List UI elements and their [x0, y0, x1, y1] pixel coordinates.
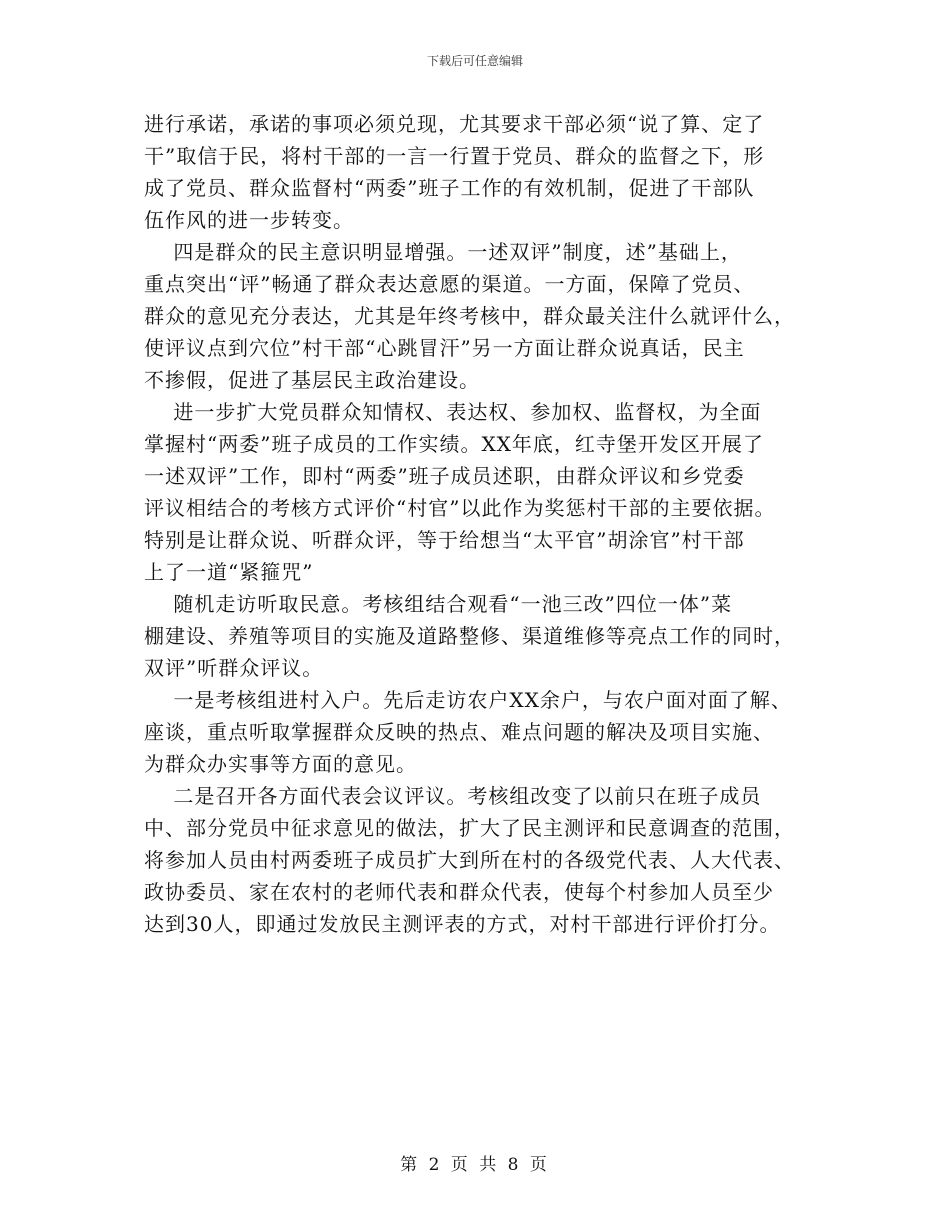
paragraph-5	[144, 684, 824, 780]
text-line: 座谈，重点听取掌握群众反映的热点、难点问题的解决及项目实施、	[144, 720, 774, 744]
text-line: 一述双评”工作，即村“两委”班子成员述职，由群众评议和乡党委	[144, 464, 745, 488]
text-line: 中、部分党员中征求意见的做法，扩大了民主测评和民意调查的范围，	[144, 816, 795, 840]
document-body	[144, 108, 824, 940]
text-line: 伍作风的进一步转变。	[144, 208, 354, 232]
page-footer: 第 2 页 共 8 页	[400, 1155, 550, 1175]
text-line: 使评议点到穴位”村干部“心跳冒汗”另一方面让群众说真话，民主	[144, 336, 745, 360]
text-line: 不掺假，促进了基层民主政治建设。	[144, 368, 480, 392]
text-line: 成了党员、群众监督村“两委”班子工作的有效机制，促进了干部队	[144, 176, 755, 200]
text-line: 棚建设、养殖等项目的实施及道路整修、渠道维修等亮点工作的同时，	[144, 624, 795, 648]
text-line: 评议相结合的考核方式评价“村官”以此作为奖惩村干部的主要依据。	[144, 496, 776, 520]
text-line: 为群众办实事等方面的意见。	[144, 752, 417, 776]
paragraph-4	[144, 588, 824, 684]
paragraph-3	[144, 396, 824, 588]
text-line: 进一步扩大党员群众知情权、表达权、参加权、监督权，为全面	[144, 400, 762, 424]
text-line: 进行承诺，承诺的事项必须兑现，尤其要求干部必须“说了算、定了	[144, 112, 765, 136]
text-line: 政协委员、家在农村的老师代表和群众代表，使每个村参加人员至少	[144, 880, 774, 904]
text-line: 达到30人，即通过发放民主测评表的方式，对村干部进行评价打分。	[144, 912, 781, 936]
text-line: 上了一道“紧箍咒”	[144, 560, 314, 584]
text-line: 群众的意见充分表达，尤其是年终考核中，群众最关注什么就评什么，	[144, 304, 795, 328]
text-line: 掌握村“两委”班子成员的工作实绩。XX年底，红寺堡开发区开展了	[144, 432, 764, 456]
text-line: 重点突出“评”畅通了群众表达意愿的渠道。一方面，保障了党员、	[144, 272, 755, 296]
text-line: 四是群众的民主意识明显增强。一述双评”制度，述”基础上，	[144, 240, 742, 264]
text-line: 一是考核组进村入户。先后走访农户XX余户，与农户面对面了解、	[144, 688, 792, 712]
text-line: 干”取信于民，将村干部的一言一行置于党员、群众的监督之下，形	[144, 144, 765, 168]
paragraph-1	[144, 108, 824, 236]
text-line: 随机走访听取民意。考核组结合观看“一池三改”四位一体”菜	[144, 592, 733, 616]
paragraph-6	[144, 780, 824, 940]
paragraph-2	[144, 236, 824, 396]
text-line: 将参加人员由村两委班子成员扩大到所在村的各级党代表、人大代表、	[144, 848, 795, 872]
page-header: 下载后可任意编辑	[426, 54, 523, 68]
text-line: 二是召开各方面代表会议评议。考核组改变了以前只在班子成员	[144, 784, 762, 808]
text-line: 双评”听群众评议。	[144, 656, 324, 680]
text-line: 特别是让群众说、听群众评，等于给想当“太平官”胡涂官”村干部	[144, 528, 745, 552]
